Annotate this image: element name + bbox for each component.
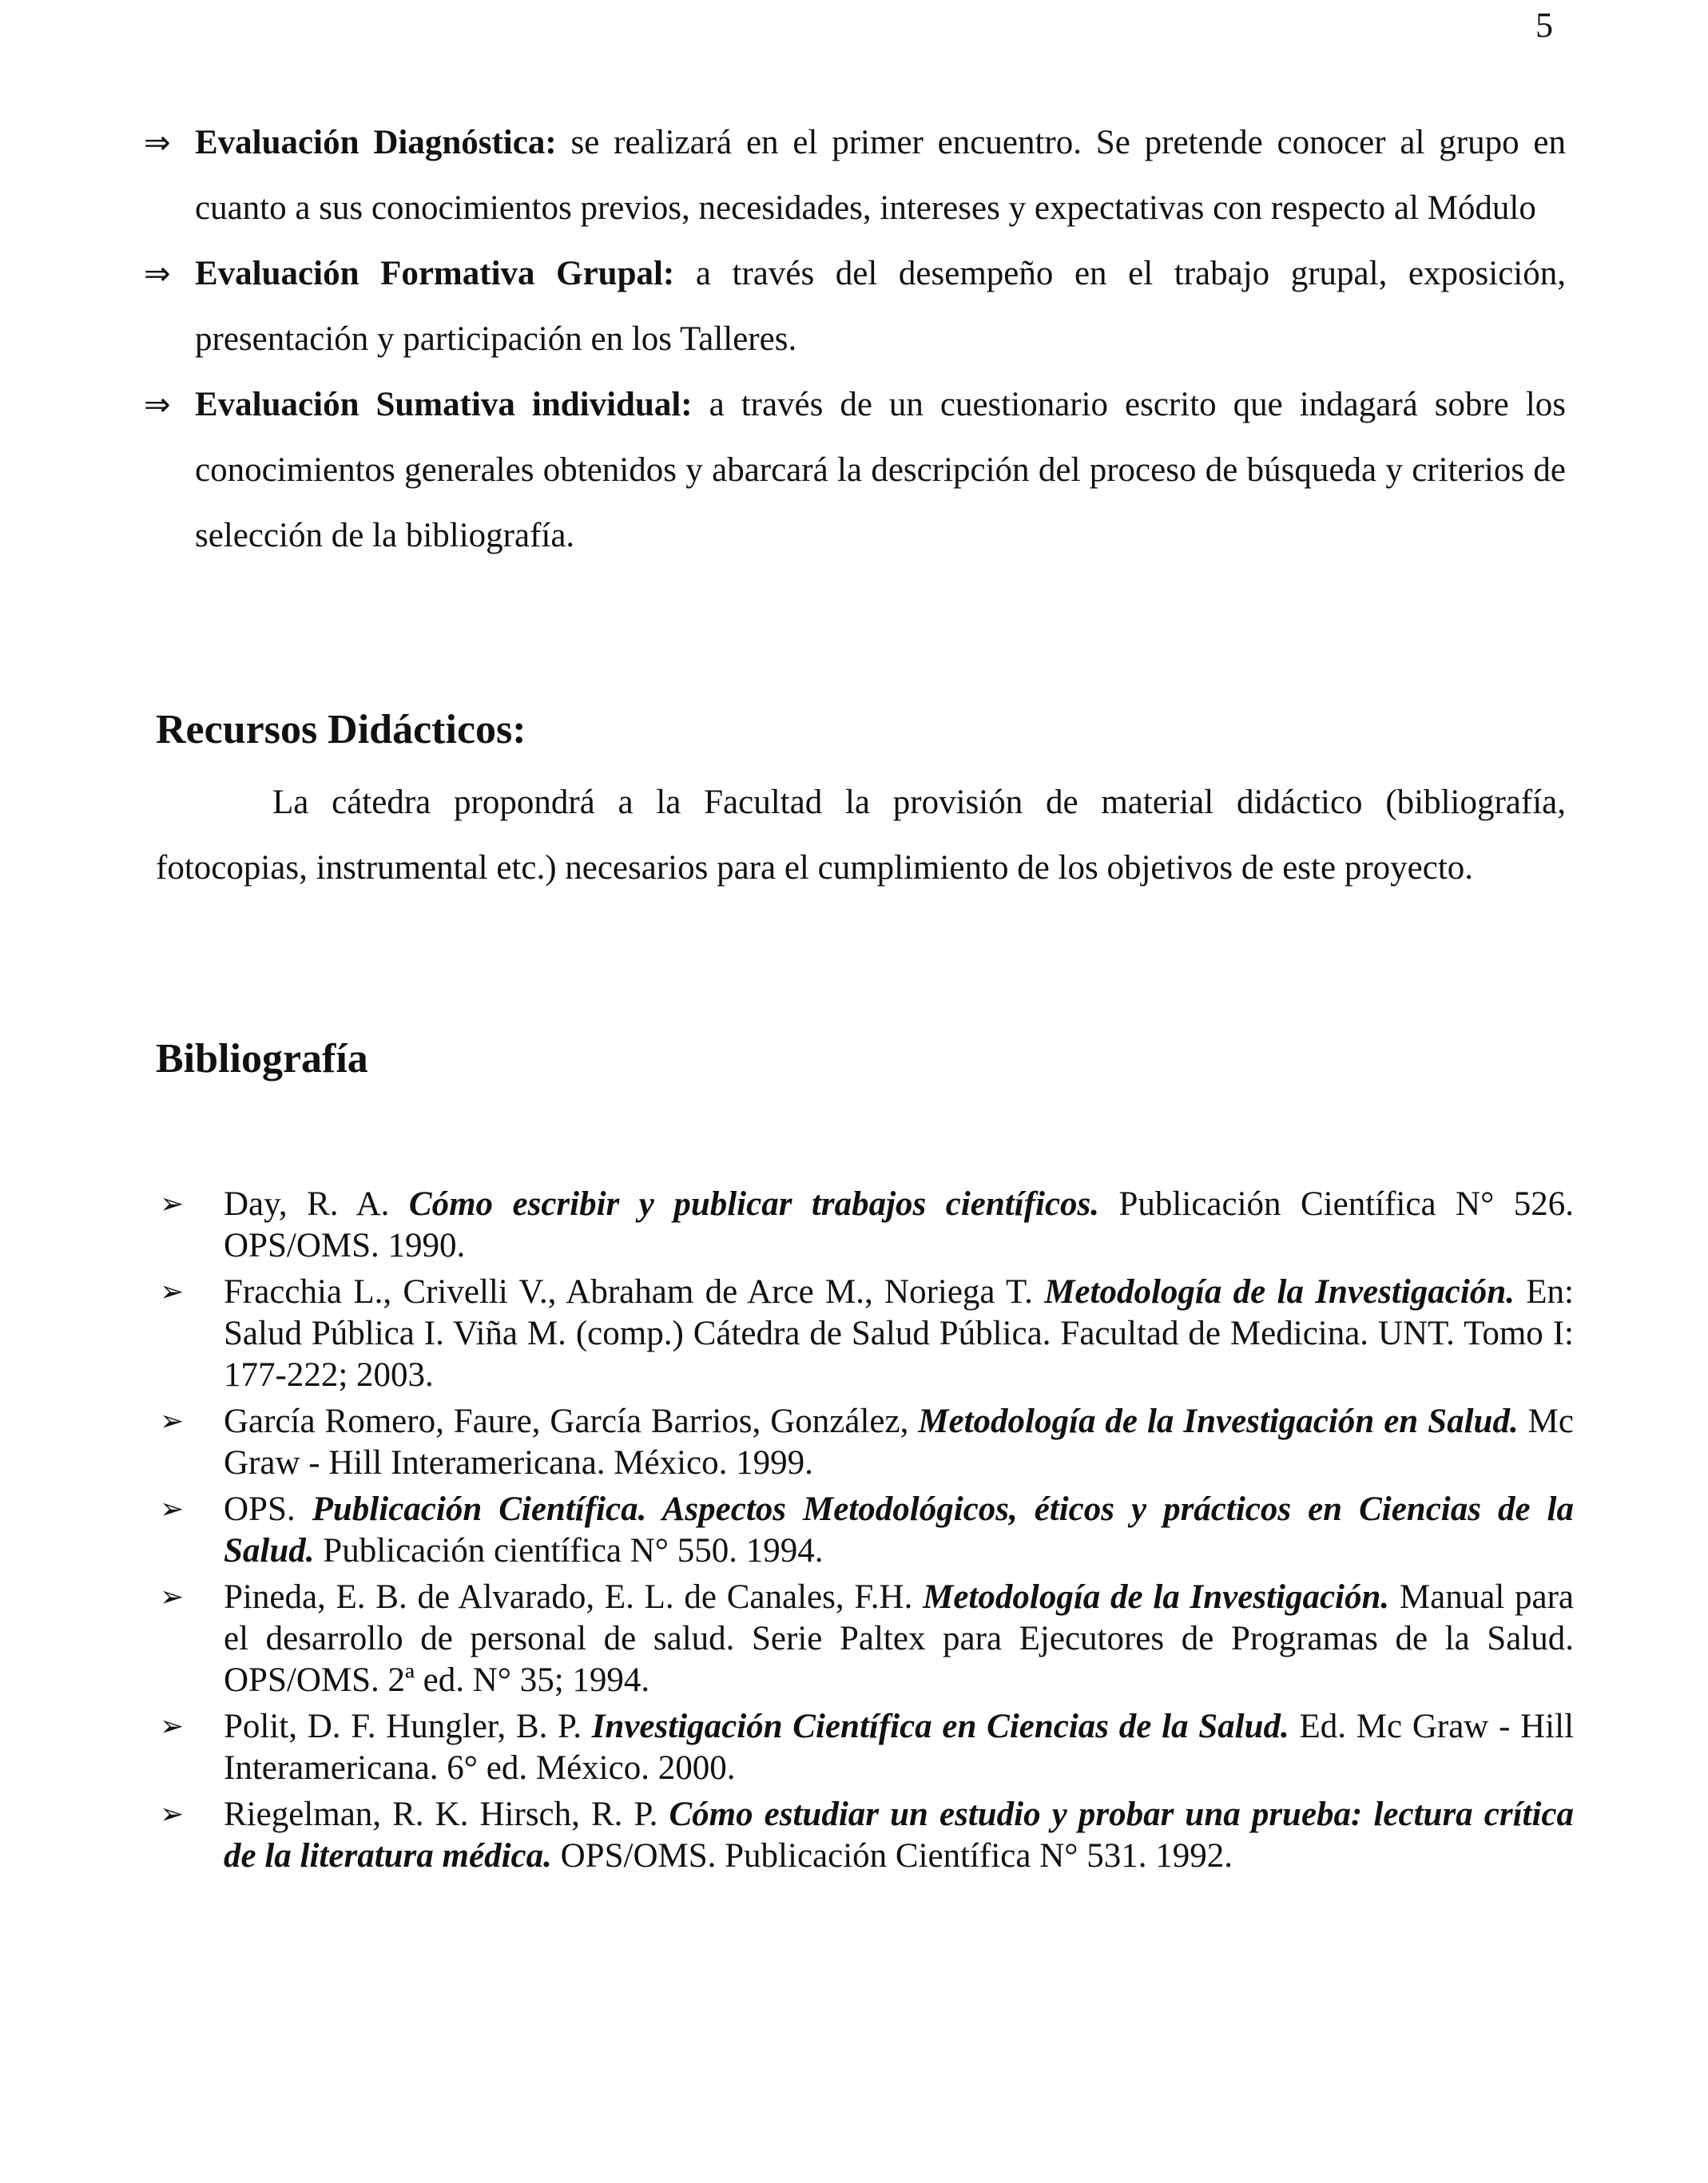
bullet-arrow-icon: ➢ <box>160 1798 185 1831</box>
entry-authors: Day, R. A. <box>224 1185 409 1223</box>
bibliography-entry <box>160 1401 1574 1484</box>
page-number: 5 <box>1535 6 1553 45</box>
recursos-paragraph: La cátedra propondrá a la Facultad la provisión de material didáctico (bibliografía, fotocopias, instrumental etc.) necesarios para el cumplimiento de los objetivos de este proyecto. <box>156 784 1566 887</box>
bibliography-entry <box>160 1489 1574 1572</box>
bullet-arrow-icon: ➢ <box>160 1710 185 1743</box>
entry-title: Cómo escribir y publicar trabajos científicos. <box>408 1185 1100 1223</box>
entry-title: Cómo estudiar un estudio y probar una prueba: lectura crítica de la literatura médica. <box>224 1796 1574 1875</box>
entry-title: Publicación Científica. Aspectos Metodológicos, éticos y prácticos en Ciencias de la Salud. <box>224 1490 1574 1570</box>
evaluation-title: Evaluación Diagnóstica: <box>195 124 557 161</box>
entry-details: Mc Graw - Hill Interamericana. México. 1999. <box>224 1403 1574 1482</box>
bullet-arrow-icon: ➢ <box>160 1188 185 1220</box>
entry-authors: García Romero, Faure, García Barrios, González, <box>224 1403 919 1440</box>
entry-authors: Fracchia L., Crivelli V., Abraham de Arce M., Noriega T. <box>224 1273 1045 1311</box>
evaluation-title: Evaluación Sumativa individual: <box>195 386 693 423</box>
arrow-icon: ⇒ <box>144 387 171 423</box>
evaluation-item-sumativa <box>144 372 1566 569</box>
bullet-arrow-icon: ➢ <box>160 1581 185 1613</box>
bibliography-entry <box>160 1794 1574 1877</box>
entry-title: Metodología de la Investigación en Salud. <box>918 1403 1519 1440</box>
evaluation-title: Evaluación Formativa Grupal: <box>195 255 675 292</box>
evaluation-item-diagnostica <box>144 110 1566 241</box>
entry-details: OPS/OMS. Publicación Científica N° 531. 1992. <box>551 1837 1233 1875</box>
entry-authors: Pineda, E. B. de Alvarado, E. L. de Canales, F.H. <box>224 1578 924 1616</box>
arrow-icon: ⇒ <box>144 125 171 161</box>
entry-title: Investigación Científica en Ciencias de la Salud. <box>591 1708 1289 1745</box>
bibliography-entry <box>160 1272 1574 1396</box>
evaluation-text: a través de un cuestionario escrito que indagará sobre los conocimientos generales obtenidos y abarcará la descripción del proceso de búsqueda y criterios de selección de la bibliografía. <box>195 386 1566 554</box>
entry-details: Manual para el desarrollo de personal de salud. Serie Paltex para Ejecutores de Programas de la Salud. OPS/OMS. 2ª ed. N° 35; 1994. <box>224 1578 1574 1699</box>
evaluation-text: se realizará en el primer encuentro. Se pretende conocer al grupo en cuanto a sus conocimientos previos, necesidades, intereses y expectativas con respecto al Módulo <box>195 124 1567 227</box>
recursos-heading: Recursos Didácticos: <box>156 707 526 752</box>
bullet-arrow-icon: ➢ <box>160 1405 185 1438</box>
bibliography-entry <box>160 1577 1574 1701</box>
bullet-arrow-icon: ➢ <box>160 1493 185 1526</box>
evaluation-text: a través del desempeño en el trabajo grupal, exposición, presentación y participación en los Talleres. <box>195 255 1566 358</box>
entry-details: Publicación Científica N° 526. OPS/OMS. 1990. <box>224 1185 1574 1264</box>
evaluation-list <box>144 110 1566 569</box>
entry-authors: Polit, D. F. Hungler, B. P. <box>224 1708 592 1745</box>
bibliography-list <box>160 1184 1574 1882</box>
bibliography-entry <box>160 1706 1574 1789</box>
arrow-icon: ⇒ <box>144 256 171 292</box>
bibliografia-heading: Bibliografía <box>156 1036 368 1082</box>
bullet-arrow-icon: ➢ <box>160 1276 185 1308</box>
entry-authors: OPS. <box>224 1490 312 1528</box>
evaluation-item-formativa <box>144 241 1566 372</box>
entry-title: Metodología de la Investigación. <box>923 1578 1390 1616</box>
entry-details: Publicación científica N° 550. 1994. <box>314 1532 824 1570</box>
entry-authors: Riegelman, R. K. Hirsch, R. P. <box>224 1796 669 1833</box>
entry-details: En: Salud Pública I. Viña M. (comp.) Cátedra de Salud Pública. Facultad de Medicina. UNT. Tomo I: 177-222; 2003. <box>224 1273 1574 1394</box>
bibliography-entry <box>160 1184 1574 1267</box>
entry-title: Metodología de la Investigación. <box>1044 1273 1515 1311</box>
entry-details: Ed. Mc Graw - Hill Interamericana. 6° ed. México. 2000. <box>224 1708 1575 1787</box>
